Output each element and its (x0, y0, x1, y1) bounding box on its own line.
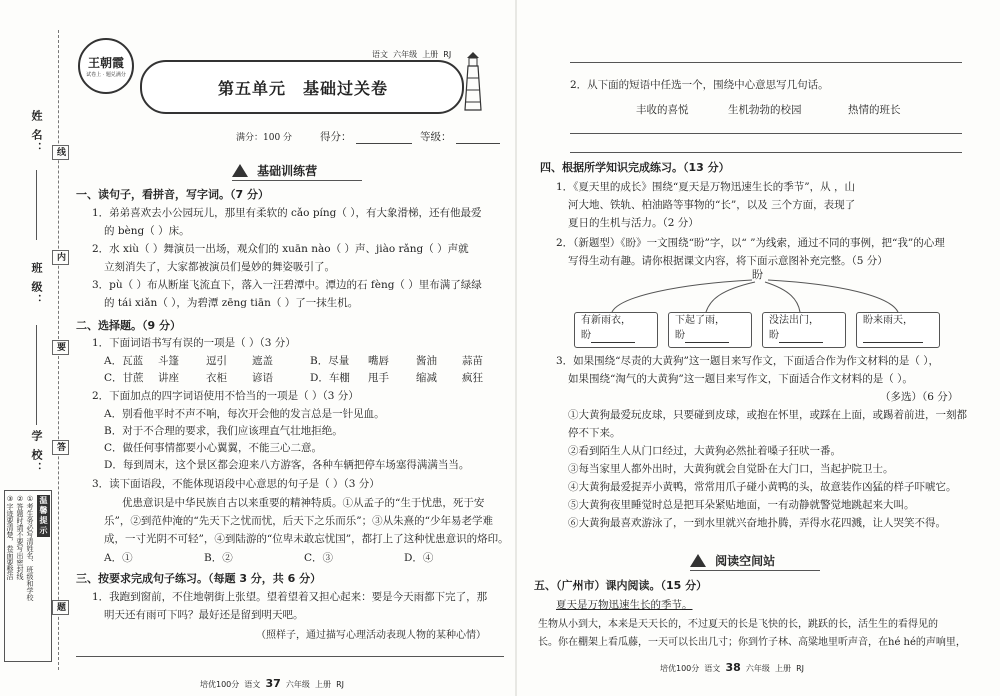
material-line: ⑥大黄狗最喜欢游泳了，一到水里就兴奋地扑腾，弄得水花四溅，让人哭笑不得。 (568, 517, 946, 529)
q4-line: 1．《夏天里的成长》围绕“夏天是万物迅速生长的季节”，从 ，山 (556, 181, 856, 193)
logo-text: 王朝霞 (87, 56, 124, 70)
option-word: 谚语 (252, 372, 273, 384)
q2-opt2: B．对于不合理的要求，我们应该理直气壮地拒绝。 (104, 425, 343, 437)
section-rule (690, 570, 820, 571)
material-line: ③每当家里人都外出时，大黄狗就会自觉卧在大门口，当起护院卫士。 (568, 463, 894, 475)
multi-select-note: （多选）（6 分） (880, 391, 959, 403)
school-field[interactable] (36, 385, 37, 425)
meta-grade: 六年级 (393, 50, 418, 59)
option-word: 蒜苗 (462, 355, 483, 367)
seal-cell: 内 (52, 250, 69, 265)
answer-line[interactable] (570, 133, 962, 134)
box-line: 没法出门， (769, 315, 819, 326)
class-label: 班 级： (30, 262, 43, 307)
q3-2-text: 2．从下面的短语中任选一个，围绕中心意思写几句话。 (570, 79, 829, 91)
footer-edition: RJ (336, 680, 344, 689)
option-word: 讲座 (158, 372, 179, 384)
option-word: 疯狂 (462, 372, 483, 384)
q5-title: 五、（广州市）课内阅读。（15 分） (534, 579, 708, 592)
page-number: 37 (265, 677, 281, 690)
q2-title: 二、选择题。（9 分） (76, 319, 181, 332)
diagram-box (856, 312, 940, 348)
option-word: 缩减 (416, 372, 437, 384)
tips-box (4, 490, 52, 662)
q2-opt2: C．做任何事情都要小心翼翼，不能三心二意。 (104, 442, 323, 454)
page-number: 38 (725, 661, 741, 674)
footer-edition: RJ (796, 664, 804, 673)
page-gutter (515, 0, 517, 696)
q4-line: 3．如果围绕“尽责的大黄狗”这一题目来写作文，下面适合作为作文材料的是（ ）， (556, 355, 940, 367)
option-word: 酱油 (416, 355, 437, 367)
seal-cell: 题 (52, 600, 69, 615)
q5-line: 生物从小到大，本来是天天长的，不过夏天的长是飞快的长，跳跃的长，活生生的看得见的 (538, 619, 938, 630)
q2-opt2: D．每到周末，这个景区都会迎来八方游客，各种车辆把停车场塞得满满当当。 (104, 459, 470, 471)
tip-3: ③字迹要清楚，卷面要整洁 (6, 495, 14, 580)
seal-cell: 答 (52, 440, 69, 455)
q3-line: 1．我跑到窗前，不住地朝街上张望。望着望着又担心起来：要是今天雨都下完了，那 (92, 591, 488, 603)
phrase-option[interactable]: 丰收的喜悦 (636, 104, 689, 116)
q4-line: 写得生动有趣。请你根据课文内容，将下面示意图补充完整。（5 分） (568, 255, 888, 267)
q4-line: 河大地、铁轨、柏油路等事物的“长”，以及 三个方面，表现了 (568, 199, 856, 211)
q2-s3: 3．读下面语段，不能体现语段中心意思的句子是（ ）（3 分） (92, 478, 380, 490)
option-word: A．瓦蓝 (104, 355, 144, 367)
q1-line: 的 tái xiǎn（ ），为碧潭 zēng tiān（ ）了一抹生机。 (104, 297, 359, 309)
diagram-box (668, 312, 752, 348)
option-choice[interactable]: B．② (204, 552, 233, 564)
meta-edition: RJ (443, 50, 452, 59)
school-label: 学 校： (30, 430, 43, 475)
mind-map (560, 266, 960, 348)
box-line: 有新雨衣， (581, 315, 631, 326)
tip-2: ②答题时请不要写出密封线 (16, 495, 24, 580)
lighthouse-icon (462, 52, 484, 112)
q3-line: 明天还有雨可下吗？最好还是留到明天吧。 (104, 609, 304, 621)
name-field[interactable] (36, 170, 37, 240)
meta-volume: 上册 (422, 50, 439, 59)
q3-hint: （照样子，通过描写心理活动表现人物的某种心情） (256, 630, 486, 641)
material-line: ⑤大黄狗夜里睡觉时总是把耳朵紧贴地面，一有动静就警觉地跳起来大叫。 (568, 499, 915, 511)
q4-line: 2．（新题型）《盼》一文围绕“盼”字，以“ ”为线索，通过不同的事例，把“我”的心理 (556, 237, 945, 249)
option-word: D．车棚 (310, 372, 350, 384)
diagram-box (574, 312, 658, 348)
footer-volume: 上册 (774, 664, 791, 673)
page-footer-right (660, 660, 804, 676)
box-line: 下起了雨， (675, 315, 725, 326)
q1-line: 的 bèng（ ）床。 (104, 225, 190, 237)
q1-line: 1．弟弟喜欢去小公园玩儿，那里有柔软的 cǎo píng（ ），有大象滑梯，还有他最爱 (92, 207, 482, 219)
option-word: B．尽量 (310, 355, 350, 367)
option-word: 嘴唇 (368, 355, 389, 367)
answer-line[interactable] (76, 656, 504, 657)
phrase-options (636, 103, 901, 118)
option-word: 斗篷 (158, 355, 179, 367)
q5-line: 长。你在棚架上看瓜藤，一天可以长出几寸；你到竹子林、高粱地里听声音，在hé hé的声响里， (538, 637, 966, 648)
phrase-option[interactable]: 热情的班长 (848, 104, 901, 116)
material-line: ②看到陌生人从门口经过，大黄狗必然扯着嗓子狂吠一番。 (568, 445, 841, 457)
option-word: 遮盖 (252, 355, 273, 367)
score-field[interactable] (356, 143, 412, 144)
option-word: 衣柜 (206, 372, 227, 384)
footer-grade: 六年级 (285, 680, 310, 689)
grade-field[interactable] (456, 143, 500, 144)
section-rule (232, 180, 362, 181)
box-line: 盼来雨天， (863, 315, 913, 326)
q2-para: 乐”，②到范仲淹的“先天下之忧而忧，后天下之乐而乐”；③从朱熹的“少年易老学难 (104, 515, 493, 527)
footer-subject: 语文 (244, 680, 261, 689)
answer-line[interactable] (570, 152, 962, 153)
section-title: 基础训练营 (257, 164, 318, 178)
material-line: 停不下来。 (568, 427, 621, 439)
material-line: ①大黄狗最爱玩皮球，只要碰到皮球，或抱在怀里，或踩在上面，或踢着前进，一刻都 (568, 409, 967, 421)
name-label: 姓 名： (30, 110, 43, 155)
box-line[interactable]: 盼 (769, 328, 845, 343)
q2-options-row (104, 371, 483, 386)
seal-cell: 线 (52, 145, 69, 160)
box-line[interactable]: 盼 (581, 328, 657, 343)
diagram-center: 盼 (752, 268, 763, 281)
brand-logo (78, 38, 134, 94)
q1-title: 一、读句子，看拼音，写字词。（7 分） (76, 188, 269, 201)
q2-para: 成，一寸光阴不可轻”，④到陆游的“位卑未敢忘忧国”，都打上了这种忧患意识的烙印。 (104, 533, 509, 545)
q2-opt2: A．别看他平时不声不响，每次开会他的发言总是一针见血。 (104, 408, 385, 420)
grade-label: 等级： (420, 131, 452, 143)
logo-subtext: 试卷上 · 题兑满分 (86, 72, 126, 78)
q4-title: 四、根据所学知识完成练习。（13 分） (540, 161, 730, 174)
meta-subject: 语文 (372, 50, 388, 59)
q2-options-row (104, 354, 483, 369)
footer-brand: 培优100分 (200, 680, 240, 689)
page-title: 第五单元 基础过关卷 (218, 79, 389, 98)
q1-line: 立刻消失了，大家都被演员们曼妙的舞姿吸引了。 (104, 261, 335, 273)
option-choice[interactable]: C．③ (304, 552, 334, 564)
material-line: ④大黄狗最爱捉弄小黄鸭，常常用爪子碰小黄鸭的头，故意装作凶猛的样子吓唬它。 (568, 481, 957, 493)
q4-line: 如果围绕“淘气的大黄狗”这一题目来写作文，下面适合作文材料的是（ ）。 (568, 373, 913, 385)
answer-line[interactable] (570, 62, 962, 63)
phrase-option[interactable]: 生机勃勃的校园 (728, 104, 802, 116)
footer-brand: 培优100分 (660, 664, 700, 673)
mountain-icon (232, 164, 248, 177)
mountain-icon (690, 554, 706, 567)
score-label: 得分： (320, 131, 352, 143)
q2-opts3-row (104, 551, 433, 566)
binding-margin (0, 0, 72, 696)
q1-line: 2．水 xiù（ ）舞演员一出场，观众们的 xuān nào（ ）声、jiào rǎng（ ）声就 (92, 243, 469, 255)
box-line[interactable]: 盼 (675, 328, 751, 343)
section-banner-right (690, 550, 810, 568)
option-word: 甩手 (368, 372, 389, 384)
diagram-box (762, 312, 846, 348)
tips-title: 温馨提示 (39, 496, 48, 536)
option-word: 逗引 (206, 355, 227, 367)
tip-1: ①考生务必写清姓名、班级和学校 (26, 495, 34, 601)
option-choice[interactable]: D．④ (404, 552, 434, 564)
footer-volume: 上册 (314, 680, 331, 689)
q2-para: 优患意识是中华民族自古以来重要的精神特质。①从孟子的“生于忧患，死于安 (122, 497, 485, 509)
q1-line: 3．pù（ ）布从断崖飞流直下，落入一汪碧潭中。潭边的石 fèng（ ）里布满了绿绿 (92, 279, 482, 291)
q5-subtitle: 夏天是万物迅速生长的季节。 (556, 599, 693, 611)
section-title: 阅读空间站 (715, 554, 776, 568)
q4-line: 夏日的生机与活力。（2 分） (568, 217, 699, 229)
q3-title: 三、按要求完成句子练习。（每题 3 分，共 6 分） (76, 572, 322, 585)
seal-cell: 要 (52, 340, 69, 355)
page-footer-left (200, 676, 344, 692)
option-word: C．甘蔗 (104, 372, 144, 384)
box-line[interactable] (863, 328, 939, 343)
score-total: 满分：100 分 (236, 133, 293, 143)
footer-grade: 六年级 (745, 664, 770, 673)
section-banner-left (232, 160, 342, 178)
q2-s2: 2．下面加点的四字词语使用不恰当的一项是（ ）（3 分） (92, 390, 359, 402)
q2-s1: 1．下面词语书写有误的一项是（ ）（3 分） (92, 337, 296, 349)
option-choice[interactable]: A．① (104, 552, 133, 564)
footer-subject: 语文 (704, 664, 721, 673)
